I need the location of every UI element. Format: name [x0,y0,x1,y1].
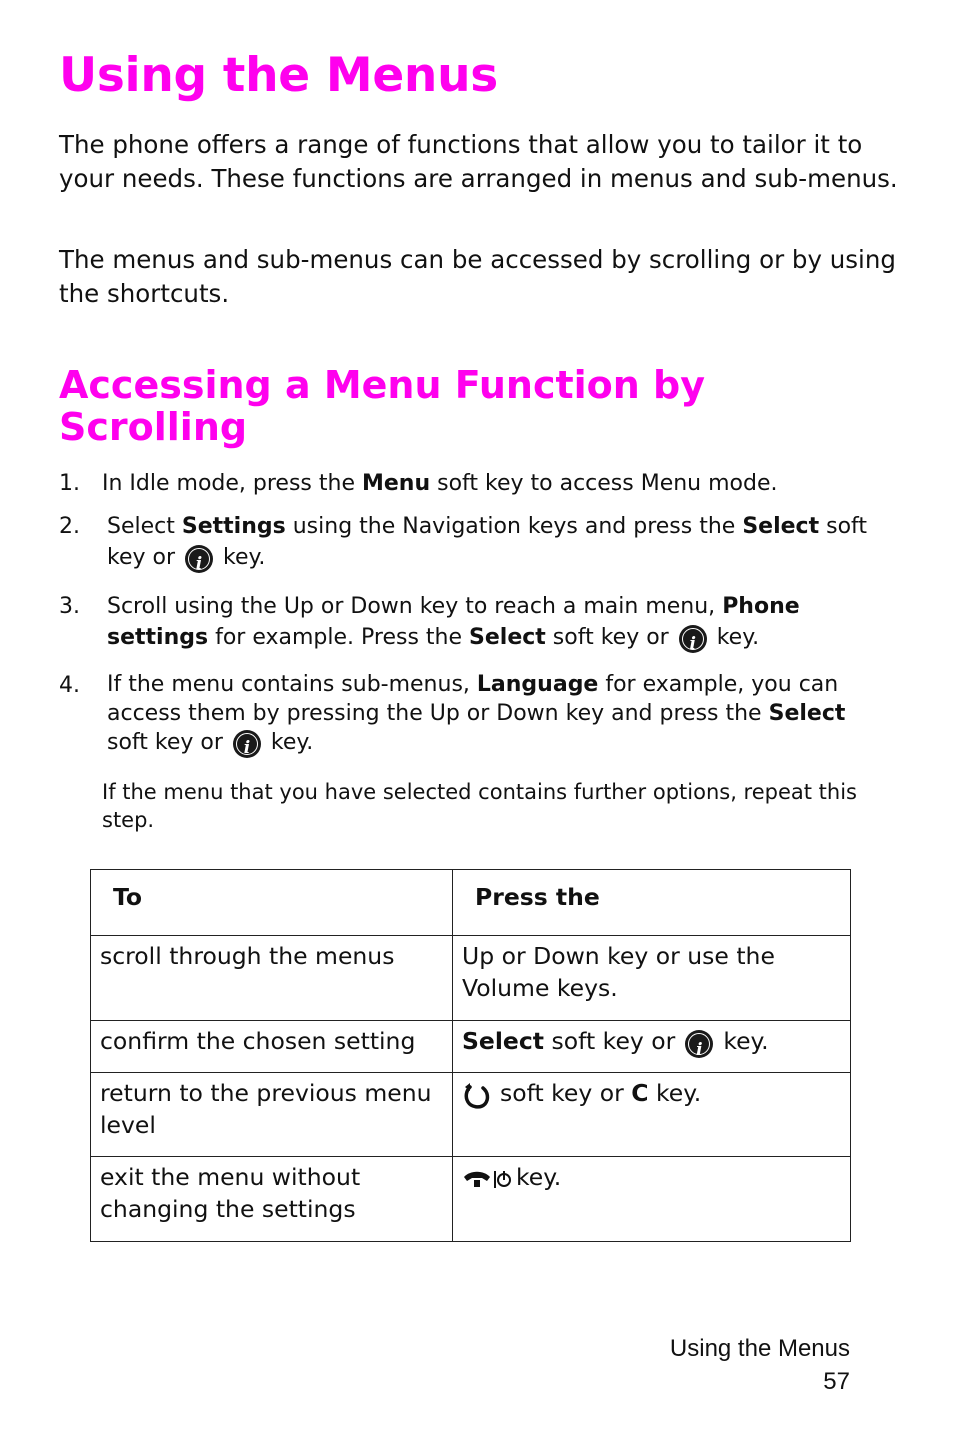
column-header-to: To [91,870,453,936]
table-cell-action: scroll through the menus [91,936,453,1021]
ok-key-icon [685,1030,713,1058]
step-text: If the menu contains sub-menus, Language for example, you can access them by pressing the Up or Down key and press the Select soft key ori key. [107,670,877,758]
table-cell-action: exit the menu without changing the settings [91,1157,453,1242]
menu-key-label: Menu [361,471,431,496]
table-cell-key: Select soft key ori key. [453,1021,851,1073]
table-cell-action: confirm the chosen setting [91,1021,453,1073]
column-header-press: Press the [453,870,851,936]
ok-key-icon [679,625,707,653]
intro-paragraph-1: The phone offers a range of functions that allow you to tailor it to your needs. These functions are arranged in menus and sub-menus. [59,130,898,193]
back-arrow-icon [462,1079,490,1111]
table-row [91,1021,851,1073]
menu-navigation-table [90,869,851,1242]
step-text: In Idle mode, press the Menu soft key to access Menu mode. [102,471,778,496]
page-footer [670,1332,850,1398]
table-row [91,936,851,1021]
step-text: Select Settings using the Navigation keys and press the Select soft key ori key. [107,511,877,573]
end-power-key-icon [462,1166,512,1188]
ok-key-icon [185,545,213,573]
section-title: Accessing a Menu Function by Scrolling [59,363,706,449]
table-header-row [91,870,851,936]
table-row [91,1073,851,1157]
step-text: Scroll using the Up or Down key to reach a main menu, Phone settings for example. Press the Select soft key ori key. [107,591,877,653]
intro-paragraph-2: The menus and sub-menus can be accessed by scrolling or by using the shortcuts. [59,245,896,308]
footer-section-title: Using the Menus [669,1335,850,1362]
page-title: Using the Menus [59,48,498,103]
page-number: 57 [823,1368,850,1395]
ok-key-icon [233,730,261,758]
step-number: 4. [59,673,80,698]
table-cell-key: soft key or C key. [453,1073,851,1157]
table-cell-key: key. [453,1157,851,1242]
table-row [91,1157,851,1242]
table-cell-action: return to the previous menu level [91,1073,453,1157]
step-number: 1. [59,471,80,496]
table-cell-key: Up or Down key or use the Volume keys. [453,936,851,1021]
step-number: 3. [59,594,80,619]
step-number: 2. [59,514,80,539]
step-note: If the menu that you have selected contains further options, repeat this step. [102,780,857,832]
